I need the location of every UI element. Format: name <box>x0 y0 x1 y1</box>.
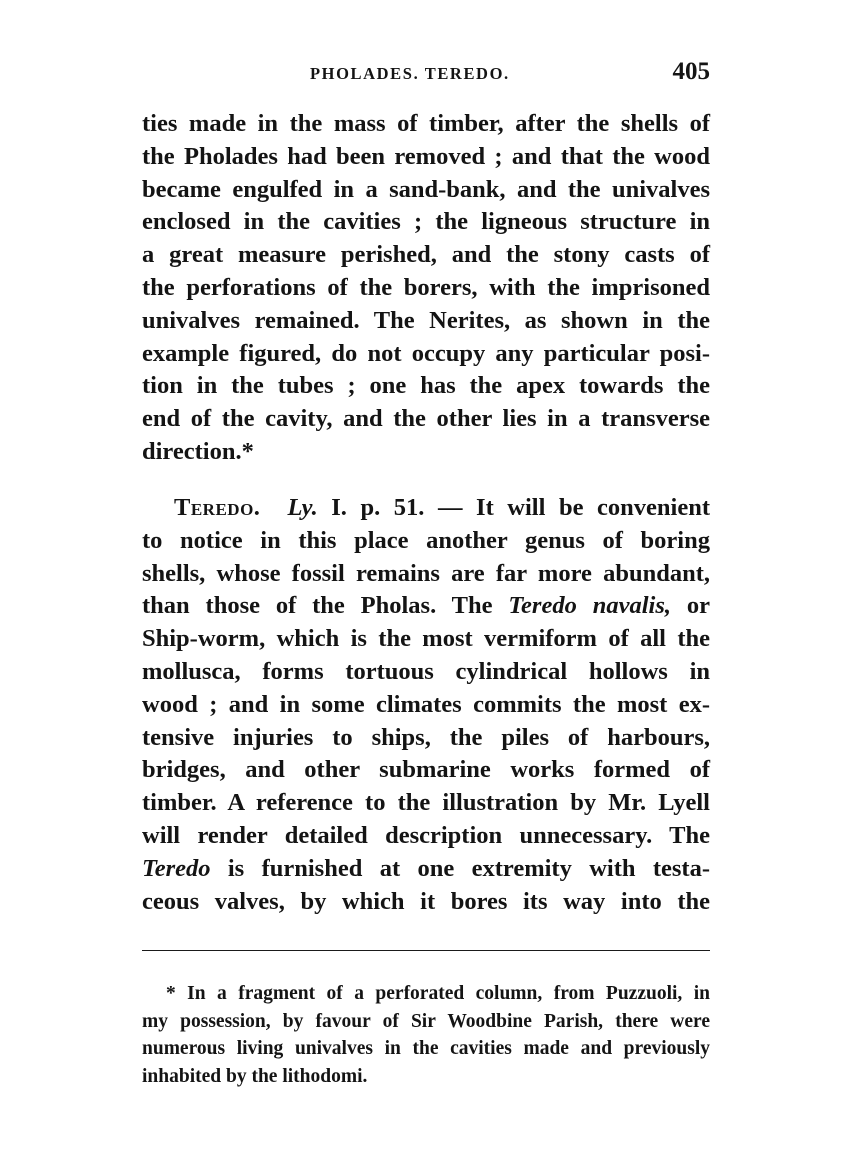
footnote-line: my possession, by favour of Sir Woodbine Parish, there were <box>142 1010 710 1032</box>
text-run: I. p. 51. — It will be convenient <box>317 494 710 521</box>
text-line: enclosed in the cavities ; the ligneous structure in <box>142 208 710 236</box>
text-line: shells, whose fossil remains are far more abundant, <box>142 559 710 587</box>
text-line: end of the cavity, and the other lies in a transverse <box>142 405 710 433</box>
text-line: direction.* <box>142 437 254 465</box>
footnote-line: numerous living univalves in the cavities made and previously <box>142 1038 710 1059</box>
species-name: Teredo navalis, <box>508 592 671 620</box>
text-line: a great measure perished, and the stony casts of <box>142 241 710 269</box>
reference-abbreviation: Ly. <box>287 494 318 521</box>
page-header <box>142 60 710 94</box>
text-line: tensive injuries to ships, the piles of harbours, <box>142 723 710 751</box>
text-line: to notice in this place another genus of boring <box>142 526 710 554</box>
footnote <box>142 980 710 1090</box>
text-line: tion in the tubes ; one has the apex towards the <box>142 372 710 400</box>
text-line: became engulfed in a sand-bank, and the univalves <box>142 175 710 203</box>
footnote-divider <box>142 950 710 951</box>
text-line: mollusca, forms tortuous cylindrical hollows in <box>142 657 710 685</box>
text-line: the perforations of the borers, with the imprisoned <box>142 273 710 301</box>
footnote-line: * In a fragment of a perforated column, from Puzzuoli, in <box>166 983 710 1004</box>
text-line: timber. A reference to the illustration by Mr. Lyell <box>142 789 710 817</box>
text-run: or <box>671 592 710 620</box>
paragraph-pholades <box>142 108 710 469</box>
text-line <box>142 853 710 886</box>
text-line <box>142 590 710 623</box>
text-line: ceous valves, by which it bores its way into the <box>142 887 710 915</box>
text-line: bridges, and other submarine works formed of <box>142 756 710 784</box>
paragraph-teredo <box>142 492 710 918</box>
text-line <box>142 492 710 525</box>
running-head: PHOLADES. TEREDO. <box>310 64 510 83</box>
text-line: wood ; and in some climates commits the most ex- <box>142 690 710 718</box>
text-line: Ship-worm, which is the most vermiform of all the <box>142 625 710 653</box>
section-heading: Teredo. <box>174 494 261 521</box>
text-line: example figured, do not occupy any particular posi- <box>142 339 710 367</box>
text-run: than those of the Pholas. The <box>142 592 509 620</box>
text-run: is furnished at one extremity with testa- <box>210 854 710 882</box>
page-number: 405 <box>672 58 710 85</box>
footnote-line: inhabited by the lithodomi. <box>142 1065 368 1087</box>
text-line: ties made in the mass of timber, after the shells of <box>142 110 710 137</box>
text-line: univalves remained. The Nerites, as shown in the <box>142 306 710 334</box>
text-line: will render detailed description unnecessary. The <box>142 821 710 849</box>
genus-name: Teredo <box>142 854 211 882</box>
text-line: the Pholades had been removed ; and that the wood <box>142 142 710 170</box>
